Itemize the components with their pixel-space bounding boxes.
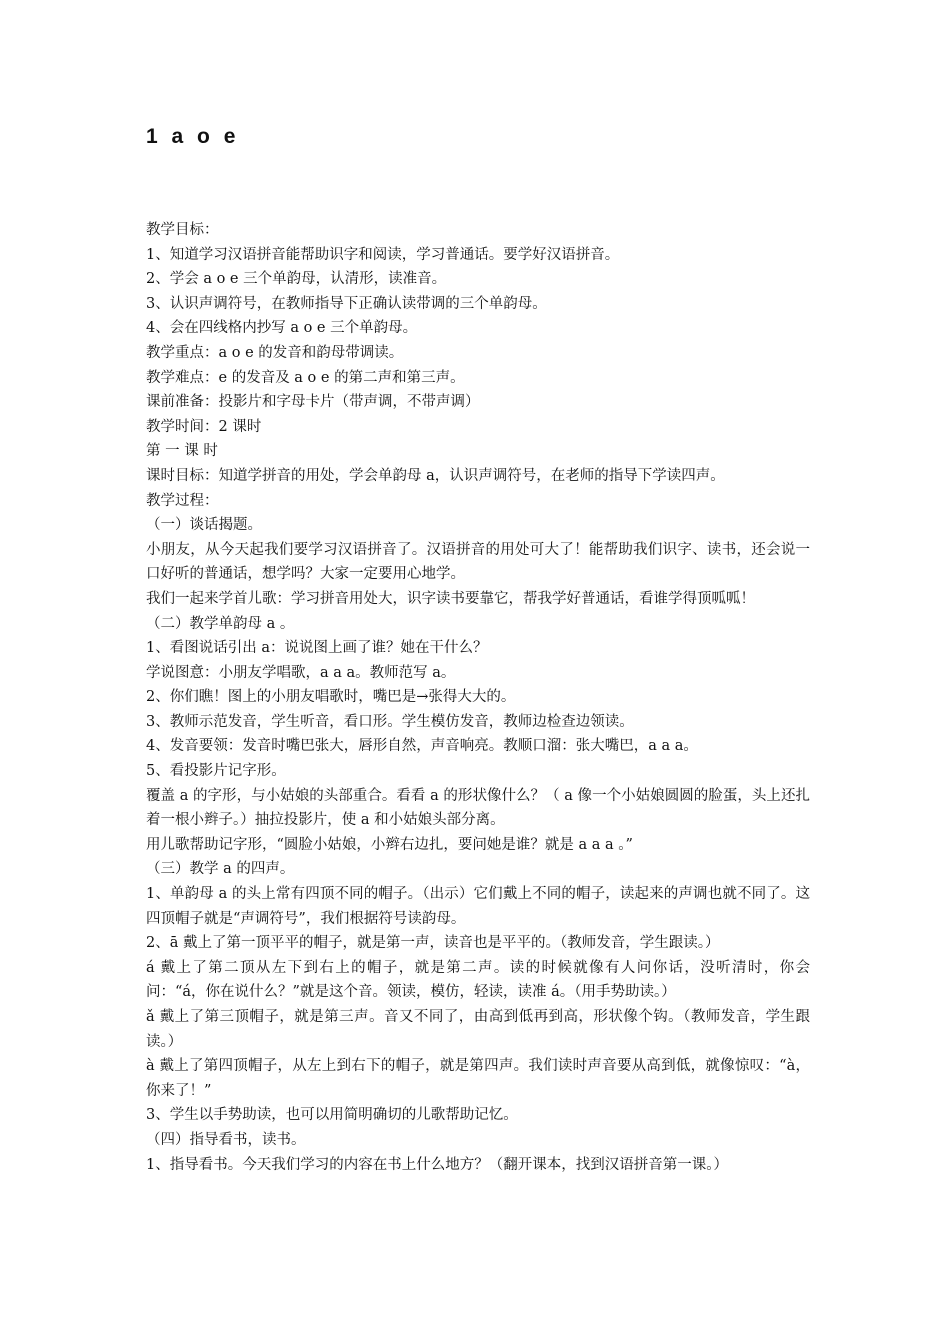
paragraph: á 戴上了第二顶从左下到右上的帽子，就是第二声。读的时候就像有人问你话，没听清时，你会问：“á，你在说什么？”就是这个音。领读，模仿，轻读，读准 á。（用手势助读。） [146, 959, 810, 1001]
paragraph: （四）指导看书，读书。 [146, 1131, 306, 1148]
paragraph: 教学重点：a o e 的发音和韵母带调读。 [146, 344, 404, 361]
paragraph: 教学时间：2 课时 [146, 418, 262, 435]
paragraph: 3、认识声调符号，在教师指导下正确认读带调的三个单韵母。 [146, 295, 547, 312]
paragraph: ǎ 戴上了第三顶帽子，就是第三声。音又不同了，由高到低再到高，形状像个钩。（教师发音，学生跟读。） [146, 1009, 810, 1050]
paragraph: 教学难点：e 的发音及 a o e 的第二声和第三声。 [146, 369, 465, 386]
document-body [146, 218, 810, 1177]
paragraph: 1、单韵母 a 的头上常有四顶不同的帽子。（出示）它们戴上不同的帽子，读起来的声调也就不同了。这四顶帽子就是“声调符号”，我们根据符号读韵母。 [146, 886, 810, 927]
paragraph: （三）教学 a 的四声。 [146, 861, 295, 878]
paragraph: 2、学会 a o e 三个单韵母，认清形，读准音。 [146, 271, 447, 288]
paragraph: 课时目标：知道学拼音的用处，学会单韵母 a，认识声调符号，在老师的指导下学读四声。 [146, 467, 725, 484]
paragraph: 2、你们瞧！图上的小朋友唱歌时，嘴巴是→张得大大的。 [146, 689, 516, 706]
paragraph: 覆盖 a 的字形，与小姑娘的头部重合。看看 a 的形状像什么？（ a 像一个小姑娘圆圆的脸蛋，头上还扎着一根小辫子。）抽拉投影片，使 a 和小姑娘头部分离。 [146, 787, 810, 829]
paragraph: （一）谈话揭题。 [146, 517, 262, 534]
paragraph: 第 一 课 时 [146, 443, 218, 460]
paragraph: 2、ā 戴上了第一顶平平的帽子，就是第一声，读音也是平平的。（教师发音，学生跟读。） [146, 935, 720, 952]
paragraph: （二）教学单韵母 a 。 [146, 615, 295, 632]
paragraph: 5、看投影片记字形。 [146, 763, 286, 780]
paragraph: 4、会在四线格内抄写 a o e 三个单韵母。 [146, 320, 418, 337]
paragraph: 学说图意：小朋友学唱歌，a a a。教师范写 a。 [146, 664, 456, 681]
paragraph: 4、发音要领：发音时嘴巴张大，唇形自然，声音响亮。教顺口溜：张大嘴巴，a a a。 [146, 738, 698, 755]
paragraph: 3、学生以手势助读，也可以用简明确切的儿歌帮助记忆。 [146, 1107, 518, 1124]
paragraph: 1、看图说话引出 a：说说图上画了谁？她在干什么？ [146, 640, 488, 657]
paragraph: 教学目标： [146, 222, 219, 238]
paragraph: 教学过程： [146, 492, 219, 509]
paragraph: 课前准备：投影片和字母卡片（带声调，不带声调） [146, 394, 480, 411]
paragraph: 1、知道学习汉语拼音能帮助识字和阅读，学习普通话。要学好汉语拼音。 [146, 246, 620, 263]
paragraph: 小朋友，从今天起我们要学习汉语拼音了。汉语拼音的用处可大了！能帮助我们识字、读书，还会说一口好听的普通话，想学吗？大家一定要用心地学。 [146, 541, 810, 583]
paragraph: 我们一起来学首儿歌：学习拼音用处大，识字读书要靠它，帮我学好普通话，看谁学得顶呱呱！ [146, 590, 755, 607]
paragraph: 用儿歌帮助记字形，“圆脸小姑娘，小辫右边扎，要问她是谁？就是 a a a 。” [146, 836, 633, 853]
paragraph: à 戴上了第四顶帽子，从左上到右下的帽子，就是第四声。我们读时声音要从高到低，就像惊叹：“à，你来了！” [146, 1058, 810, 1099]
document-title: 1 a o e [146, 125, 240, 148]
paragraph: 1、指导看书。今天我们学习的内容在书上什么地方？（翻开课本，找到汉语拼音第一课。） [146, 1156, 728, 1173]
paragraph: 3、教师示范发音，学生听音，看口形。学生模仿发音，教师边检查边领读。 [146, 713, 634, 730]
